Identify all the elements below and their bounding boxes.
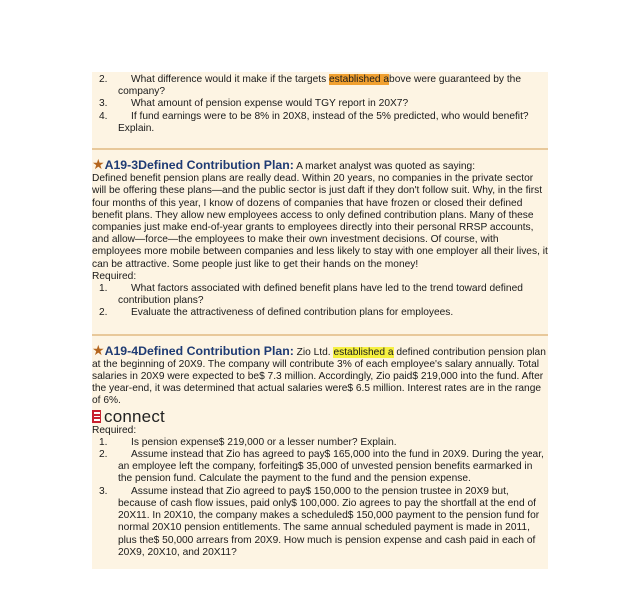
item-number: 3. [99, 98, 108, 110]
highlight: established a [333, 346, 394, 358]
problem-body: Defined benefit pension plans are really dead. Within 20 years, no companies in the private sector will be offering these plans—and the public sector is just daft if they don't follow suit. Why, in the first four months of this year, I know of dozens of companies that have frozen or closed their defined benefit plans. They allow new employees access to only defined contribution plans. Many of these companies just make end-of-year grants to employees directly into their personal RRSP accounts, and allow—force—the employees to make their own investment decisions. Of course, with employees more mobile between companies and less likely to stay with one employer all their lives, it can be attractive. Some people just like to get their hands on the money! [92, 173, 548, 270]
section-heading [92, 158, 548, 173]
item-number: 2. [99, 74, 108, 85]
problem-code: A19-4 [104, 343, 139, 358]
connect-brand-icon [92, 410, 101, 423]
prev-section-panel [92, 72, 548, 148]
connect-logo [92, 406, 548, 426]
list-item [92, 283, 548, 307]
highlight: established a [329, 74, 390, 85]
a19-4-panel [92, 336, 548, 569]
problem-intro-paragraph: ★A19-4Defined Contribution Plan: Zio Ltd. established a defined contribution pension plan at the beginning of 20X9. The company will contribute 3% of each employee's salary annually. Total salaries in 20X9 were expected to be$ 7.3 million. Accordingly, Zio paid$ 219,000 into the fund. After the year-end, it was determined that actual salaries were$ 6.5 million. Interest rates are in the range of 6%. [92, 341, 546, 407]
item-text: What difference would it make if the targets established above were guaranteed by the company? [118, 74, 522, 98]
connect-wordmark: connect [104, 406, 165, 426]
list-item [92, 486, 548, 559]
star-icon: ★ [92, 341, 105, 358]
item-number: 2. [99, 307, 108, 319]
list-item [92, 98, 548, 110]
item-number: 1. [99, 436, 108, 448]
item-text: What amount of pension expense would TGY report in 20X7? [131, 98, 409, 110]
list-item [92, 449, 548, 486]
item-number: 4. [99, 110, 108, 122]
problem-intro: A market analyst was quoted as saying: [293, 161, 476, 173]
required-label: Required: [92, 424, 137, 436]
list-item [92, 111, 548, 135]
problem-code: A19-3 [104, 158, 139, 173]
star-icon: ★ [92, 156, 105, 173]
item-text: If fund earnings were to be 8% in 20X8, instead of the 5% predicted, who would benefit? Explain. [118, 110, 529, 134]
item-text: Is pension expense$ 219,000 or a lesser number? Explain. [131, 436, 397, 448]
item-text: What factors associated with defined benefit plans have led to the trend toward defined contribution plans? [118, 283, 523, 307]
list-item [92, 307, 548, 319]
list-item [92, 437, 548, 449]
a19-3-panel [92, 150, 548, 334]
item-text: Evaluate the attractiveness of defined contribution plans for employees. [131, 307, 454, 319]
list-item [92, 74, 548, 98]
item-number: 3. [99, 485, 108, 497]
document-page [92, 72, 548, 569]
item-number: 2. [99, 449, 108, 461]
item-text: Assume instead that Zio has agreed to pay$ 165,000 into the fund in 20X9. During the year, an employee left the company, forfeiting$ 35,000 of unvested pension benefits earmarked in the pension fund. Calculate the payment to the fund and the pension expense. [118, 449, 544, 485]
item-number: 1. [99, 283, 108, 295]
problem-title: Defined Contribution Plan: [138, 343, 294, 358]
item-text: Assume instead that Zio agreed to pay$ 150,000 to the pension trustee in 20X9 but, because of cash flow issues, paid only$ 100,000. Zio agrees to pay the shortfall at the end of 20X11. In 20X10, the company makes a scheduled$ 150,000 payment to the pension fund for normal 20X10 pension entitlements. The same annual scheduled payment is made in 2011, plus the$ 50,000 arrears from 20X9. How much is pension expense and cash paid in each of 20X9, 20X10, and 20X11? [118, 485, 540, 558]
required-label: Required: [92, 270, 137, 282]
problem-title: Defined Contribution Plan: [138, 158, 294, 173]
